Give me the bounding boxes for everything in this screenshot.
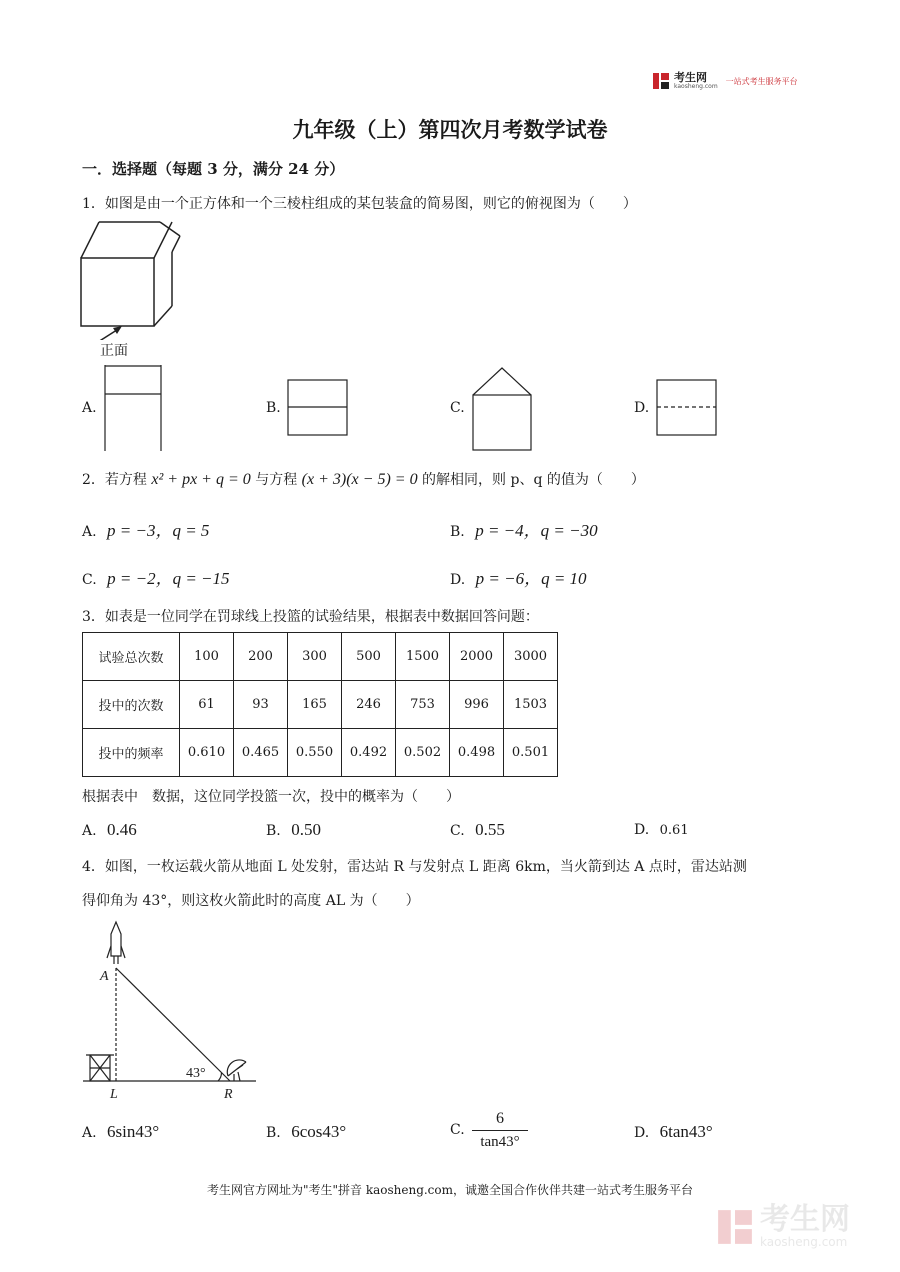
table-cell: 1500 <box>396 633 450 681</box>
table-cell: 500 <box>342 633 396 681</box>
q4-option-b <box>266 1122 346 1142</box>
q4-line-1: 4．如图，一枚运载火箭从地面 L 处发射，雷达站 R 与发射点 L 距离 6km，当火箭到达 A 点时，雷达站测 <box>82 859 747 875</box>
radar-icon <box>227 1060 246 1076</box>
q2-equation-2: (x + 3)(x − 5) = 0 <box>301 471 418 488</box>
logo-domain: kaosheng.com <box>674 83 718 90</box>
rocket-icon <box>111 922 121 956</box>
q3-option-d-label: D. <box>634 822 650 838</box>
q1-option-c-label: C. <box>450 400 465 416</box>
page-title: 九年级（上）第四次月考数学试卷 <box>292 117 608 142</box>
table-row <box>83 681 558 729</box>
table-cell: 246 <box>342 681 396 729</box>
q2-option-b <box>450 516 598 541</box>
q3-option-b <box>266 820 321 840</box>
q4-rocket-figure <box>78 920 263 1105</box>
q3-option-d-text: 0.61 <box>659 823 689 838</box>
footer-text: 考生网官方网址为"考生"拼音 kaosheng.com，诚邀全国合作伙伴共建一站式考生服务平台 <box>206 1183 694 1197</box>
q2-num: 2．若方程 <box>82 472 147 488</box>
table-cell: 0.492 <box>342 729 396 777</box>
table-cell: 1503 <box>504 681 558 729</box>
table-row <box>83 729 558 777</box>
table-cell: 753 <box>396 681 450 729</box>
q3-option-a <box>82 820 137 840</box>
header-logo <box>652 72 798 90</box>
q1-option-d-label: D. <box>634 400 650 416</box>
watermark-domain: kaosheng.com <box>760 1235 848 1249</box>
angle-label: 43° <box>186 1066 206 1081</box>
table-cell: 996 <box>450 681 504 729</box>
q3-option-c-text: 0.55 <box>475 820 505 839</box>
fraction-denominator: tan43° <box>480 1134 520 1150</box>
watermark-name: 考生网 <box>760 1202 850 1237</box>
q2-option-b-label: B. <box>450 524 465 540</box>
q4-option-d-text: 6tan43° <box>659 1122 713 1141</box>
q3-option-d <box>634 822 689 838</box>
q3-option-a-label: A. <box>82 823 97 839</box>
q2-mid: 与方程 <box>255 472 298 488</box>
watermark-logo-icon <box>716 1208 754 1246</box>
table-cell: 165 <box>288 681 342 729</box>
logo-name: 考生网 <box>674 71 707 84</box>
q3-option-c <box>450 820 505 840</box>
q4-option-c-fraction <box>472 1108 528 1153</box>
watermark-text <box>760 1202 850 1249</box>
q4-option-a-text: 6sin43° <box>107 1122 160 1141</box>
fraction-numerator: 6 <box>472 1108 528 1131</box>
q2-option-d-text: p = −6，q = 10 <box>475 569 587 588</box>
table-cell: 200 <box>234 633 288 681</box>
q3-option-a-text: 0.46 <box>107 820 137 839</box>
table-cell: 0.501 <box>504 729 558 777</box>
q4-option-b-text: 6cos43° <box>291 1122 347 1141</box>
q4-option-d-label: D. <box>634 1125 650 1141</box>
q4-option-b-label: B. <box>266 1125 281 1141</box>
table-cell: 试验总次数 <box>83 633 180 681</box>
table-cell: 0.550 <box>288 729 342 777</box>
q1-option-d-figure <box>656 379 718 437</box>
table-cell: 0.502 <box>396 729 450 777</box>
q1-box-figure <box>76 218 191 340</box>
q4-line-2: 得仰角为 43°，则这枚火箭此时的高度 AL 为（ ） <box>82 893 420 909</box>
table-cell: 3000 <box>504 633 558 681</box>
table-row <box>83 633 558 681</box>
section-heading: 一．选择题（每题 3 分，满分 24 分） <box>82 160 345 178</box>
table-cell: 2000 <box>450 633 504 681</box>
q2-option-a-text: p = −3，q = 5 <box>107 521 210 540</box>
table-cell: 93 <box>234 681 288 729</box>
q2-option-a <box>82 516 209 541</box>
q1-option-b-label: B. <box>266 400 281 416</box>
q4-option-c-label: C. <box>450 1122 465 1138</box>
q3-option-b-text: 0.50 <box>291 820 321 839</box>
table-cell: 0.610 <box>180 729 234 777</box>
q2-option-a-label: A. <box>82 524 97 540</box>
q1-option-c-figure <box>471 366 533 452</box>
q4-option-d <box>634 1122 713 1142</box>
point-r-label: R <box>224 1087 233 1102</box>
q1-option-b-figure <box>287 379 349 437</box>
q2-stem <box>82 469 645 489</box>
frequency-table <box>82 632 558 777</box>
q2-option-c <box>82 564 230 589</box>
kaosheng-logo-icon <box>652 72 670 90</box>
table-cell: 0.465 <box>234 729 288 777</box>
table-cell: 投中的频率 <box>83 729 180 777</box>
q2-option-d-label: D. <box>450 572 466 588</box>
q2-option-c-label: C. <box>82 572 97 588</box>
q2-option-b-text: p = −4，q = −30 <box>475 521 598 540</box>
q4-option-a-label: A. <box>82 1125 97 1141</box>
q2-tail: 的解相同，则 p、q 的值为（ ） <box>422 472 645 488</box>
table-cell: 300 <box>288 633 342 681</box>
table-cell: 61 <box>180 681 234 729</box>
watermark <box>716 1202 850 1249</box>
q1-option-a-figure <box>103 365 163 451</box>
q3-question: 根据表中 数据，这位同学投篮一次，投中的概率为（ ） <box>82 789 460 805</box>
front-view-label: 正面 <box>100 343 128 359</box>
q2-option-d <box>450 564 587 589</box>
point-l-label: L <box>110 1087 118 1102</box>
q3-option-c-label: C. <box>450 823 465 839</box>
q3-stem: 3．如表是一位同学在罚球线上投篮的试验结果，根据表中数据回答问题： <box>82 609 539 625</box>
q1-stem: 1．如图是由一个正方体和一个三棱柱组成的某包装盒的简易图，则它的俯视图为（ ） <box>82 196 637 212</box>
table-cell: 0.498 <box>450 729 504 777</box>
q2-option-c-text: p = −2，q = −15 <box>107 569 230 588</box>
logo-slogan: 一站式考生服务平台 <box>725 76 798 86</box>
table-cell: 投中的次数 <box>83 681 180 729</box>
q4-option-a <box>82 1122 159 1142</box>
point-a-label: A <box>100 969 109 984</box>
table-cell: 100 <box>180 633 234 681</box>
q1-option-a-label: A. <box>82 400 97 416</box>
logo-text <box>674 72 718 90</box>
q3-option-b-label: B. <box>266 823 281 839</box>
q2-equation-1: x² + px + q = 0 <box>151 471 251 488</box>
